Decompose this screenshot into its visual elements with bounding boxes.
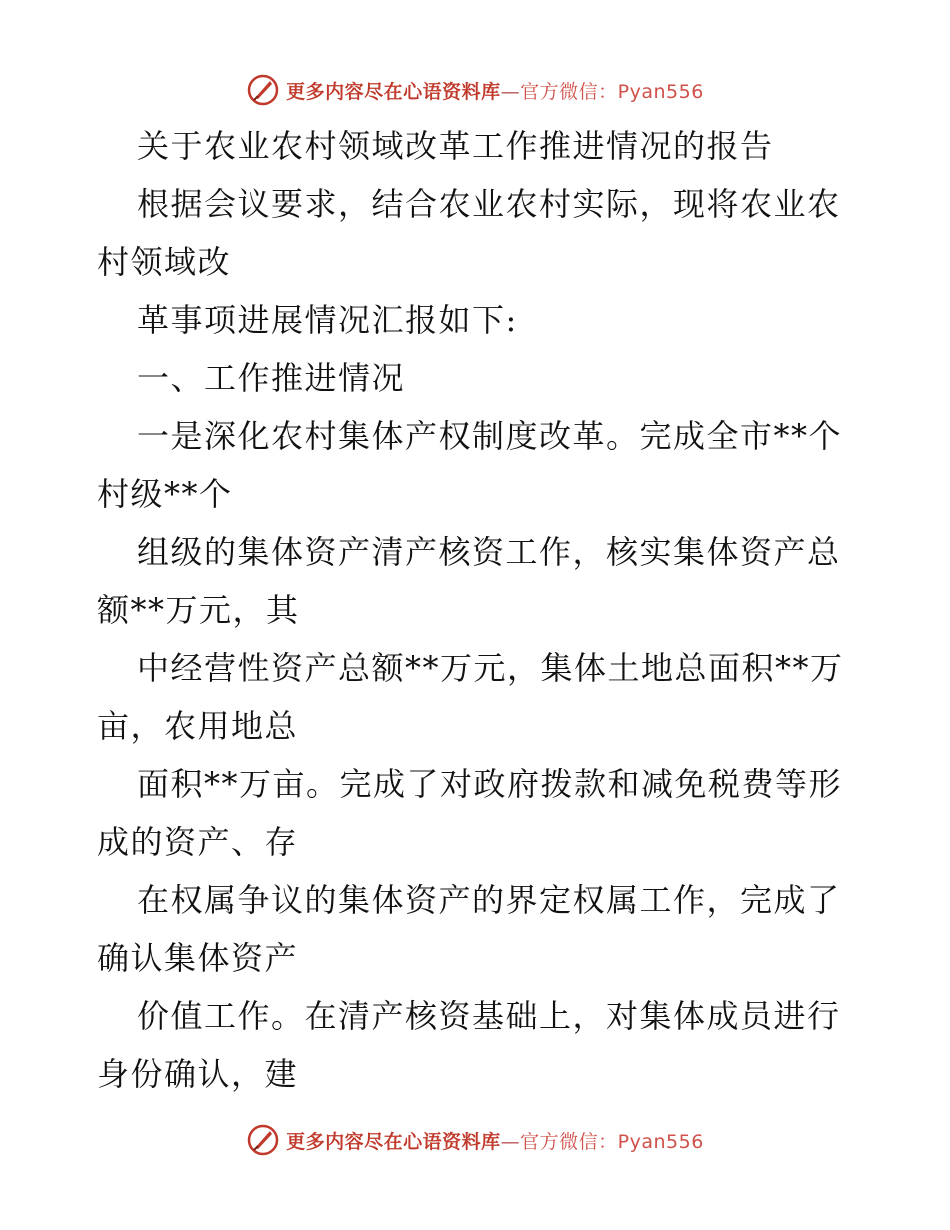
text-line: 在权属争议的集体资产的界定权属工作，完成了 <box>137 881 841 919</box>
banner-separator: — <box>500 80 521 103</box>
header-banner-text <box>286 77 704 104</box>
text-line: 中经营性资产总额**万元，集体土地总面积**万 <box>137 649 844 687</box>
wechat-id-text: 官方微信：Pyan556 <box>520 80 704 103</box>
paragraph-lines <box>97 175 852 1103</box>
text-line: 根据会议要求，结合农业农村实际，现将农业农 <box>137 185 841 223</box>
text-line: 额**万元，其 <box>97 591 300 629</box>
document-body <box>97 117 852 1103</box>
banner-separator: — <box>500 1130 521 1153</box>
footer-banner-text <box>286 1127 704 1154</box>
text-line: 村级**个 <box>97 475 233 513</box>
quill-circle-icon <box>246 73 280 107</box>
library-link-text: 更多内容尽在心语资料库 <box>286 80 501 103</box>
text-line: 面积**万亩。完成了对政府拨款和减免税费等形 <box>137 765 843 803</box>
text-line: 身份确认，建 <box>97 1055 299 1093</box>
text-line: 成的资产、存 <box>97 823 299 861</box>
quill-circle-icon <box>246 1123 280 1157</box>
library-link-text: 更多内容尽在心语资料库 <box>286 1130 501 1153</box>
text-line: 村领域改 <box>97 243 232 281</box>
text-line: 一是深化农村集体产权制度改革。完成全市**个 <box>137 417 843 455</box>
footer-banner <box>0 1120 950 1160</box>
header-banner <box>0 70 950 110</box>
wechat-id-text: 官方微信：Pyan556 <box>520 1130 704 1153</box>
text-line: 革事项进展情况汇报如下: <box>137 301 518 339</box>
text-line: 组级的集体资产清产核资工作，核实集体资产总 <box>137 533 841 571</box>
text-line: 价值工作。在清产核资基础上，对集体成员进行 <box>137 997 841 1035</box>
text-line: 确认集体资产 <box>97 939 299 977</box>
text-line: 一、工作推进情况 <box>137 359 406 397</box>
text-line: 亩，农用地总 <box>97 707 299 745</box>
document-title: 关于农业农村领域改革工作推进情况的报告 <box>137 127 774 165</box>
